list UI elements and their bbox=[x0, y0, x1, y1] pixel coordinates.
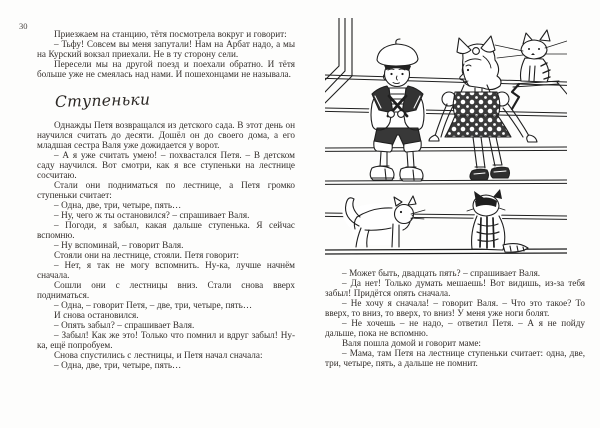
paragraph: Пересели мы на другой поезд и поехали обратно. И тётя больше уже не смеялась над нами. И пошехонцами не называла. bbox=[37, 59, 295, 79]
paragraph: – Может быть, двадцать пять? – спрашивает Валя. bbox=[342, 268, 541, 278]
paragraph: – Не хочу я сначала! – говорит Валя. – Что это такое? То вверх, то вниз, то вверх, то вниз! У меня уже ноги болят. bbox=[325, 298, 585, 318]
page-number: 30 bbox=[19, 21, 28, 31]
girl-figure bbox=[429, 36, 537, 180]
boy-figure bbox=[369, 39, 426, 181]
paragraph: Сошли они с лестницы вниз. Стали снова вверх подниматься. bbox=[37, 280, 295, 300]
door-frame bbox=[325, 18, 352, 103]
paragraph: Валя пошла домой и говорит маме: bbox=[342, 338, 481, 348]
paragraph: – Мама, там Петя на лестнице ступеньки считает: одна, две, три, четыре, пять, а дальше не помнит. bbox=[325, 348, 585, 368]
paragraph: Приезжаем на станцию, тётя посмотрела вокруг и говорит: bbox=[54, 29, 287, 39]
story-title: Ступеньки bbox=[54, 90, 151, 111]
paragraph: И снова остановился. bbox=[54, 310, 139, 320]
tabby-kitten bbox=[467, 189, 528, 252]
paragraph: – Да нет! Только думать мешаешь! Вот видишь, из-за тебя забыл! Придётся опять сначала. bbox=[325, 278, 585, 298]
paragraph: Однажды Петя возвращался из детского сада. В этот день он научился считать до десяти. Дошёл он до своего дома, а его младшая сестра Валя уже дожидается у ворот. bbox=[37, 120, 295, 150]
right-page-text bbox=[325, 268, 585, 368]
paragraph: – Одна, – говорит Петя, – две, три, четыре, пять… bbox=[54, 300, 253, 310]
white-cat bbox=[342, 194, 425, 247]
paragraph: – А я уже считать умею! – похвастался Петя. – В детском саду научился. Вот смотри, как я все ступеньки на лестнице сосчитаю. bbox=[37, 150, 295, 180]
left-page-text bbox=[37, 29, 295, 370]
paragraph: – Забыл! Как же это! Только что помнил и вдруг забыл! Ну-ка, ещё попробуем. bbox=[37, 330, 295, 350]
story-illustration bbox=[325, 18, 567, 266]
paragraph: – Не хочешь – не надо, – ответил Петя. – А я не пойду дальше, пока не вспомню. bbox=[325, 318, 585, 338]
paragraph: – Погоди, я забыл, какая дальше ступенька. Я сейчас вспомню. bbox=[37, 220, 295, 240]
paragraph: – Нет, я так не могу вспомнить. Ну-ка, лучше начнём сначала. bbox=[37, 260, 295, 280]
paragraph: – Опять забыл? – спрашивает Валя. bbox=[54, 320, 195, 330]
paragraph: – Одна, две, три, четыре, пять… bbox=[54, 360, 182, 370]
paragraph: – Ну, чего ж ты остановился? – спрашивает Валя. bbox=[54, 210, 250, 220]
paragraph: Стояли они на лестнице, стояли. Петя говорит: bbox=[54, 250, 239, 260]
paragraph: – Одна, две, три, четыре, пять… bbox=[54, 200, 182, 210]
paragraph: – Ну вспоминай, – говорит Валя. bbox=[54, 240, 184, 250]
paragraph: – Тьфу! Совсем вы меня запутали! Нам на Арбат надо, а мы на Курский вокзал приехали. Не в ту сторону сели. bbox=[37, 39, 295, 59]
paragraph: Стали они подниматься по лестнице, а Петя громко ступеньки считает: bbox=[37, 180, 295, 200]
paragraph: Снова спустились с лестницы, и Петя начал сначала: bbox=[54, 350, 263, 360]
